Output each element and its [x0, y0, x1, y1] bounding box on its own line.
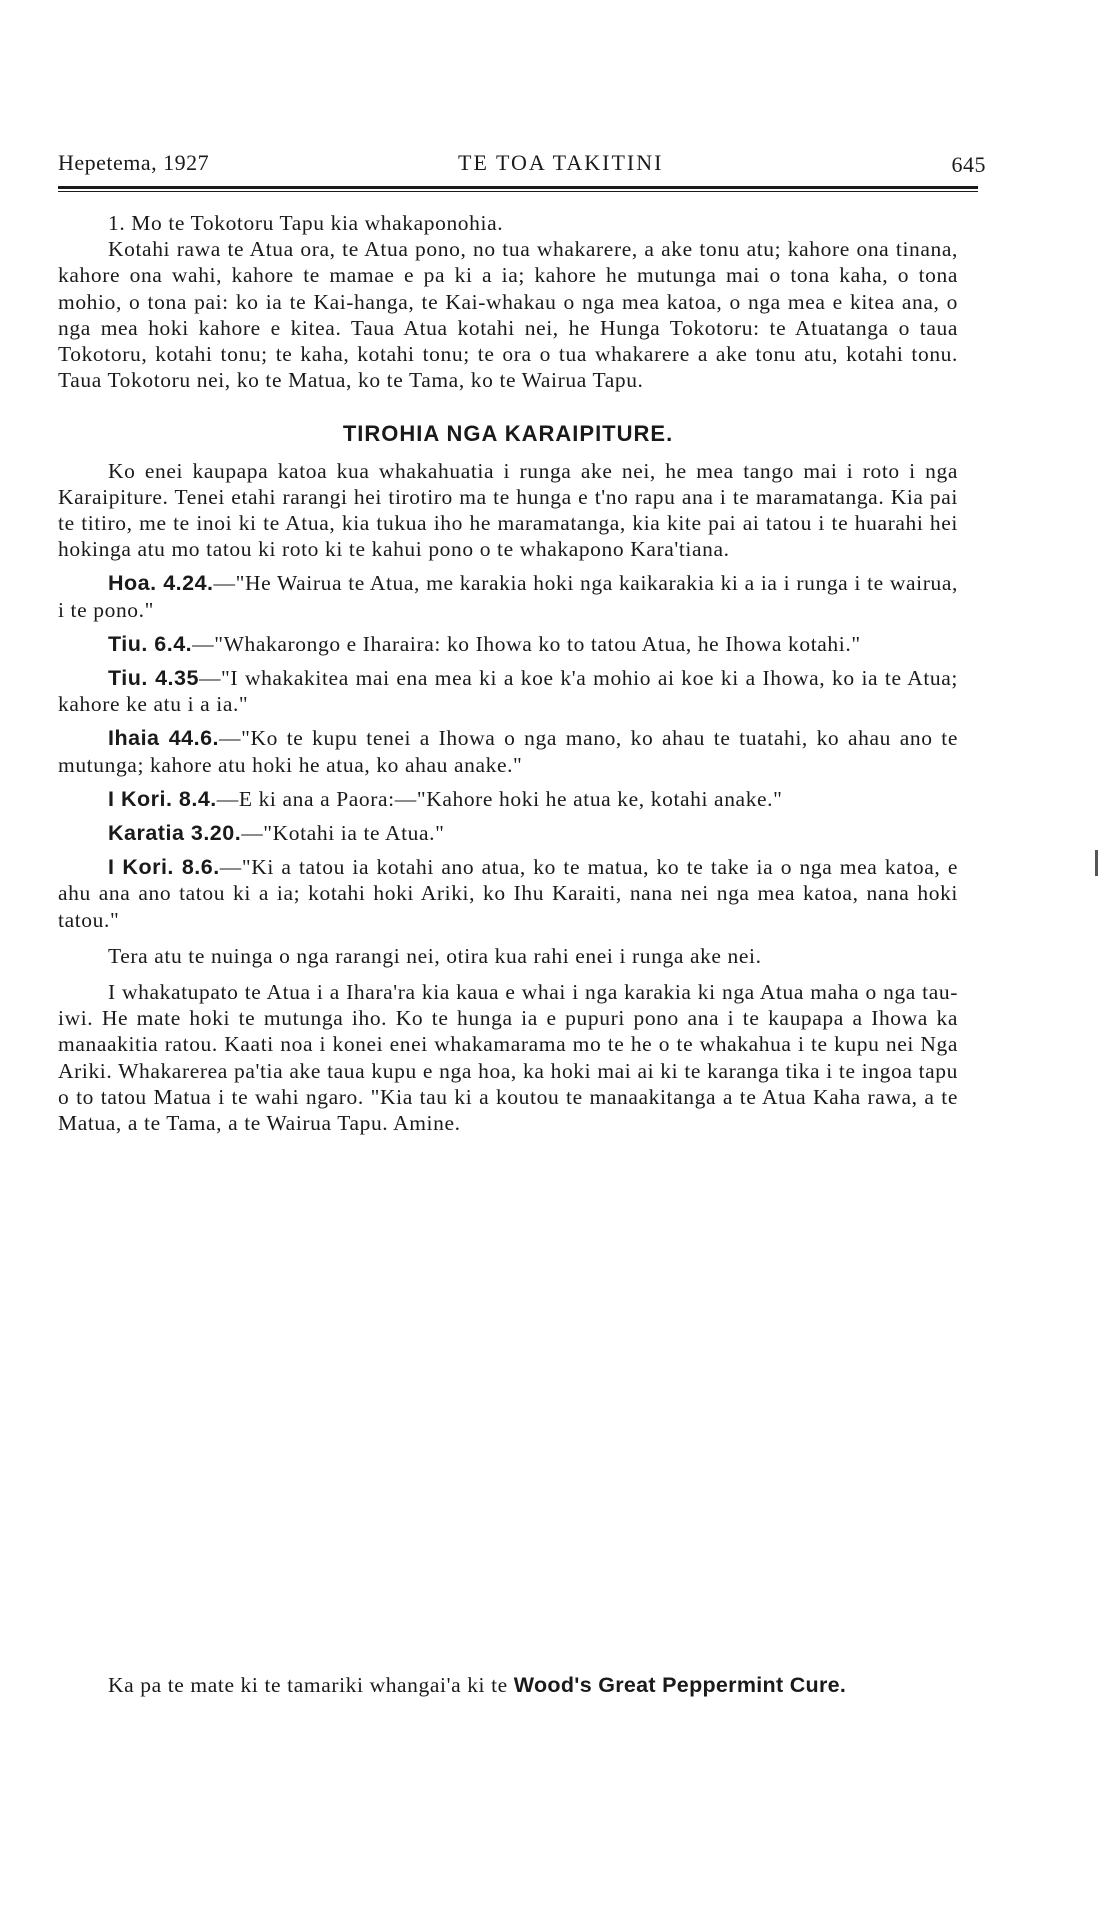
verse-item	[58, 665, 958, 717]
page	[58, 150, 986, 1136]
verse-text: —"Kotahi ia te Atua."	[241, 821, 445, 846]
notice-product: Wood's Great Peppermint Cure.	[513, 1673, 847, 1697]
body-text	[58, 210, 958, 1136]
verse-item	[58, 820, 958, 846]
header-rule	[58, 186, 978, 189]
verse-ref: I Kori. 8.6.	[108, 855, 220, 880]
verse-ref: I Kori. 8.4.	[108, 786, 217, 811]
notice-text: Ka pa te mate ki te tamariki whangai'a ki te	[108, 1673, 514, 1697]
article-heading: 1. Mo te Tokotoru Tapu kia whakaponohia.	[108, 211, 504, 235]
verse-text: —"Ko te kupu tenei a Ihowa o nga mano, ko ahau te tuatahi, ko ahau ano te mutunga; kahore atu hoki he atua, ko ahau anake."	[58, 726, 959, 777]
page-number: 645	[951, 152, 986, 177]
verse-item	[58, 854, 958, 933]
article-paragraph: Kotahi rawa te Atua ora, te Atua pono, no tua whakarere, a ake tonu atu; kahore ona tinana, kahore ona wahi, kahore te mamae e pa ki a ia; kahore he mutunga mai o tona kaha, o tona mohio, o tona pai: ko ia te Kai-hanga, te Kai-whakau o nga mea katoa, o nga mea e kitea ana, o nga mea hoki kahore e kitea. Taua Atua kotahi nei, he Hunga Tokotoru: te Atuatanga o taua Tokotoru, kotahi tonu; te kaha, kotahi tonu; te ora o tua whakarere a ake tonu atu, kotahi tonu. Taua Tokotoru nei, ko te Matua, ko te Tama, ko te Wairua Tapu.	[58, 237, 958, 393]
header-title: TE TOA TAKITINI	[458, 150, 664, 175]
closing-paragraph-2: I whakatupato te Atua i a Ihara'ra kia kaua e whai i nga karakia ki nga Atua maha o nga tau-iwi. He mate hoki te mutunga iho. Ko te hunga ia e pupuri pono ana i te kaupapa a Ihowa ka manaakitia ratou. Kaati noa i konei enei whakamarama mo te he o te whakahua i te kupu nei Nga Ariki. Whakarerea pa'tia ake taua kupu e nga hoa, ka hoki mai ai ki te karanga tika i te ingoa tapu o to tatou Matua i te wahi ngaro. "Kia tau ki a koutou te manaakitanga a te Atua Kaha rawa, a te Matua, a te Tama, a te Wairua Tapu. Amine.	[58, 980, 958, 1136]
verse-ref: Ihaia 44.6.	[108, 726, 220, 751]
verse-ref: Tiu. 4.35	[108, 666, 199, 691]
running-head	[58, 150, 986, 180]
verse-text: —"Ki a tatou ia kotahi ano atua, ko te matua, ko te take ia o nga mea katoa, e ahu ana ano tatou ki a ia; kotahi hoki Ariki, ko Ihu Karaiti, nana nei nga mea katoa, nana hoki tatou."	[58, 855, 958, 932]
intro-paragraph: Ko enei kaupapa katoa kua whakahuatia i runga ake nei, he mea tango mai i roto i nga Karaipiture. Tenei etahi rarangi hei tirotiro ma te hunga e t'no rapu ana i te maramatanga. Kia pai te titiro, me te inoi ki te Atua, kia tukua iho he maramatanga, kia kite pai ai tatou i te huarahi hei hokinga atu mo tatou ki roto ki te kahui pono o te whakapono Kara'tiana.	[58, 458, 958, 562]
verse-ref: Tiu. 6.4.	[108, 631, 193, 656]
closing-paragraph-1: Tera atu te nuinga o nga rarangi nei, otira kua rahi enei i runga ake nei.	[108, 943, 762, 968]
verse-item	[58, 786, 958, 812]
verse-ref: Hoa. 4.24.	[108, 571, 214, 596]
margin-mark	[1095, 850, 1098, 876]
verse-ref: Karatia 3.20.	[108, 821, 242, 846]
verse-text: —"Whakarongo e Iharaira: ko Ihowa ko to tatou Atua, he Ihowa kotahi."	[192, 631, 861, 656]
section-heading: TIROHIA NGA KARAIPITURE.	[342, 421, 674, 447]
verse-text: —"I whakakitea mai ena mea ki a koe k'a mohio ai koe ki a Ihowa, ko ia te Atua; kahore ke atu i a ia."	[58, 666, 958, 717]
verse-item	[58, 725, 958, 777]
advertisement-notice	[58, 1672, 958, 1699]
verse-text: —"He Wairua te Atua, me karakia hoki nga kaikarakia ki a ia i runga i te wairua, i te pono."	[58, 571, 958, 622]
header-rule-thin	[58, 191, 978, 192]
verse-text: —E ki ana a Paora:—"Kahore hoki he atua ke, kotahi anake."	[216, 786, 783, 811]
verse-item	[58, 570, 958, 622]
header-date: Hepetema, 1927	[58, 150, 210, 175]
verse-item	[58, 631, 958, 657]
